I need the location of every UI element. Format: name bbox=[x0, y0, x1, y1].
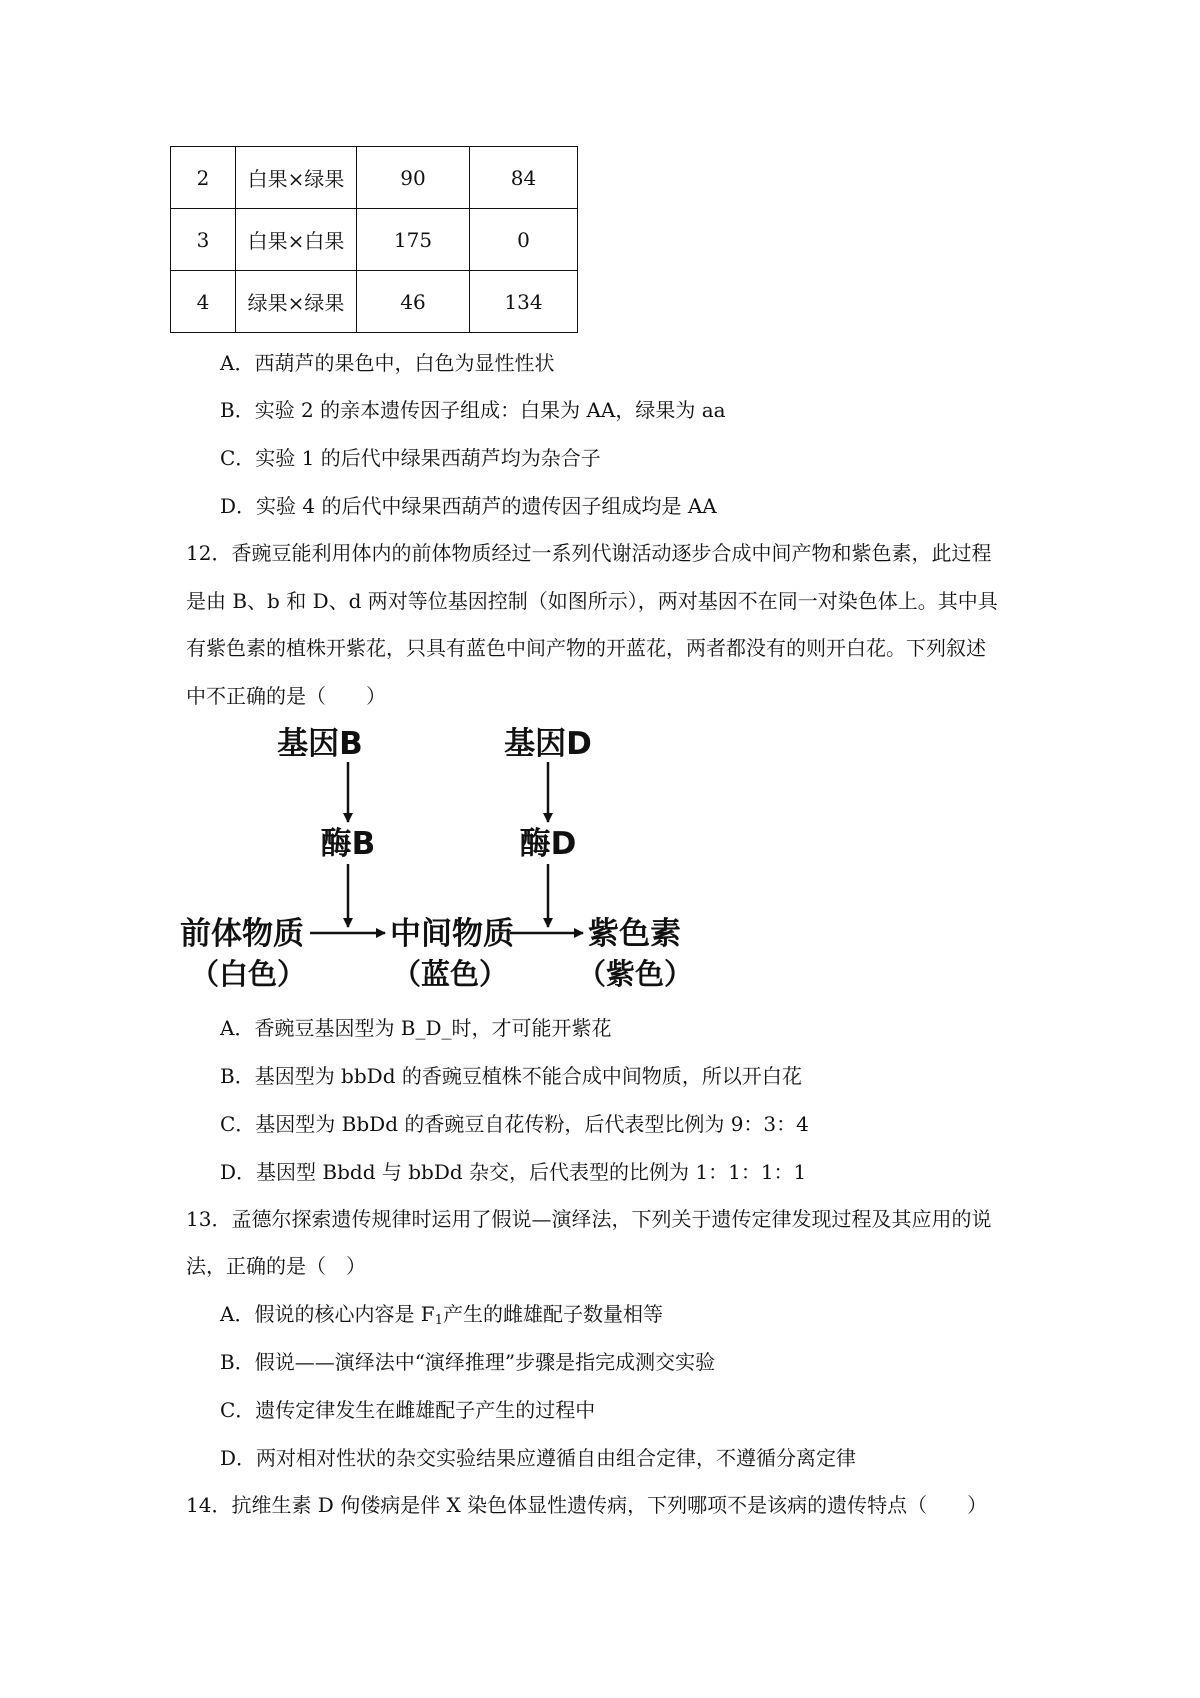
row-white-count: 175 bbox=[357, 209, 470, 271]
row-cross: 白果×白果 bbox=[236, 209, 357, 271]
gene-b-label: 基因B bbox=[277, 726, 363, 762]
q13-option-c: C．遗传定律发生在雌雄配子产生的过程中 bbox=[220, 1398, 596, 1422]
q13-option-b: B．假说——演绎法中“演绎推理”步骤是指完成测交实验 bbox=[220, 1350, 716, 1374]
q13-option-a bbox=[220, 1302, 663, 1326]
intermediate-color-label: （蓝色） bbox=[391, 957, 509, 991]
row-id: 3 bbox=[171, 209, 236, 271]
row-white-count: 46 bbox=[357, 271, 470, 333]
q13-option-d: D．两对相对性状的杂交实验结果应遵循自由组合定律，不遵循分离定律 bbox=[220, 1446, 857, 1470]
intermediate-label: 中间物质 bbox=[390, 916, 514, 952]
q12-option-a: A．香豌豆基因型为 B_D_时，才可能开紫花 bbox=[220, 1016, 612, 1040]
row-id: 4 bbox=[171, 271, 236, 333]
q11-option-b: B．实验 2 的亲本遗传因子组成：白果为 AA，绿果为 aa bbox=[220, 398, 726, 422]
q13-option-a-prefix: A．假说的核心内容是 F bbox=[220, 1302, 435, 1326]
table-row bbox=[171, 209, 578, 271]
enzyme-d-label: 酶D bbox=[519, 826, 577, 862]
row-cross: 绿果×绿果 bbox=[236, 271, 357, 333]
row-cross: 白果×绿果 bbox=[236, 147, 357, 209]
enzyme-b-label: 酶B bbox=[320, 826, 376, 862]
q11-option-c: C．实验 1 的后代中绿果西葫芦均为杂合子 bbox=[220, 446, 601, 470]
pigment-label: 紫色素 bbox=[588, 916, 681, 952]
precursor-color-label: （白色） bbox=[189, 957, 307, 991]
row-id: 2 bbox=[171, 147, 236, 209]
q12-stem-line-2: 是由 B、b 和 D、d 两对等位基因控制（如图所示），两对基因不在同一对染色体上。其中具 bbox=[186, 589, 998, 613]
q12-option-c: C．基因型为 BbDd 的香豌豆自花传粉，后代表型比例为 9：3：4 bbox=[220, 1112, 809, 1136]
row-green-count: 84 bbox=[470, 147, 578, 209]
pathway-diagram bbox=[180, 722, 700, 1000]
q12-option-d: D．基因型 Bbdd 与 bbDd 杂交，后代表型的比例为 1：1：1：1 bbox=[220, 1160, 807, 1184]
table-row bbox=[171, 271, 578, 333]
q12-stem-line-4: 中不正确的是（ ） bbox=[186, 684, 386, 708]
q13-stem-line-1: 13．孟德尔探索遗传规律时运用了假说—演绎法，下列关于遗传定律发现过程及其应用的说 bbox=[186, 1207, 992, 1231]
q14-stem: 14．抗维生素 D 佝偻病是伴 X 染色体显性遗传病，下列哪项不是该病的遗传特点（ ） bbox=[186, 1493, 988, 1517]
q12-stem-line-1: 12．香豌豆能利用体内的前体物质经过一系列代谢活动逐步合成中间产物和紫色素，此过程 bbox=[186, 541, 992, 565]
precursor-label: 前体物质 bbox=[180, 916, 304, 952]
q11-option-d: D．实验 4 的后代中绿果西葫芦的遗传因子组成均是 AA bbox=[220, 494, 717, 518]
gene-d-label: 基因D bbox=[504, 726, 592, 762]
row-white-count: 90 bbox=[357, 147, 470, 209]
q13-option-a-subscript: 1 bbox=[434, 1313, 443, 1328]
table-row bbox=[171, 147, 578, 209]
pigment-color-label: （紫色） bbox=[576, 957, 694, 991]
row-green-count: 134 bbox=[470, 271, 578, 333]
q13-stem-line-2: 法，正确的是（ ） bbox=[186, 1254, 366, 1278]
results-table bbox=[170, 146, 578, 333]
q12-option-b: B．基因型为 bbDd 的香豌豆植株不能合成中间物质，所以开白花 bbox=[220, 1064, 802, 1088]
q11-option-a: A．西葫芦的果色中，白色为显性性状 bbox=[220, 351, 555, 375]
q13-option-a-suffix: 产生的雌雄配子数量相等 bbox=[442, 1302, 663, 1326]
row-green-count: 0 bbox=[470, 209, 578, 271]
q12-stem-line-3: 有紫色素的植株开紫花，只具有蓝色中间产物的开蓝花，两者都没有的则开白花。下列叙述 bbox=[186, 636, 986, 660]
